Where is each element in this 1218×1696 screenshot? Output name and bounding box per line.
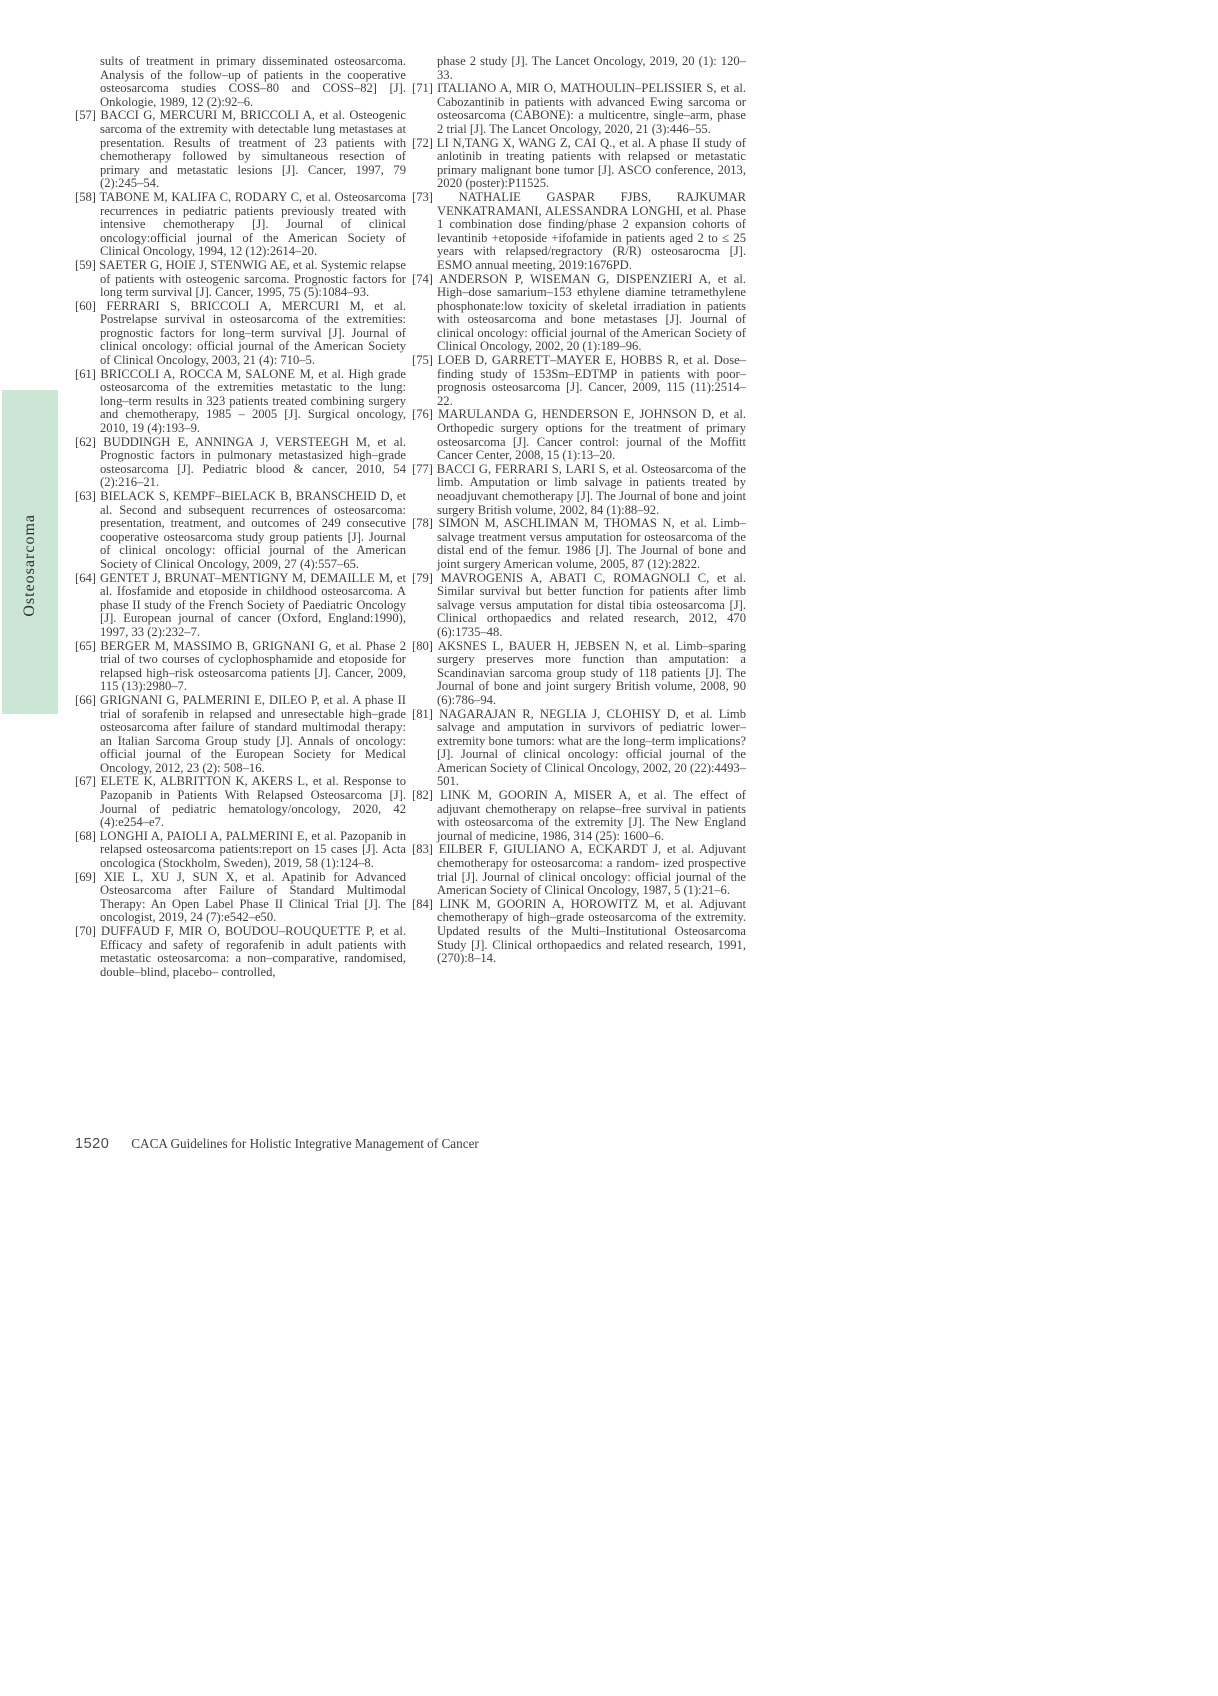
reference-item: [75, 259, 406, 300]
reference-item: [75, 871, 406, 925]
references-column-left: [75, 55, 406, 979]
reference-item: [75, 109, 406, 191]
reference-item: [412, 789, 746, 843]
reference-number: [64]: [75, 570, 96, 585]
reference-text: NAGARAJAN R, NEGLIA J, CLOHISY D, et al. Limb salvage and amputation in survivors of pediatric lower–extremity bone tumors: what are the long–term implications? [J]. Journal of clinical oncology: official journal of the American Society of Clinical Oncology, 2002, 20 (22):4493–501.: [432, 706, 746, 789]
reference-text: ANDERSON P, WISEMAN G, DISPENZIERI A, et al. High–dose samarium–153 ethylene diamine tetramethylene phosphonate:low toxicity of skeletal irradiation in patients with osteosarcoma and bone metastases [J]. Journal of clinical oncology: official journal of the American Society of Clinical Oncology, 2002, 20 (1):189–96.: [432, 271, 746, 354]
reference-continuation: phase 2 study [J]. The Lancet Oncology, 2019, 20 (1): 120–33.: [437, 54, 746, 82]
reference-number: [67]: [75, 774, 96, 789]
reference-item: [412, 82, 746, 136]
reference-number: [63]: [75, 489, 96, 503]
reference-text: AKSNES L, BAUER H, JEBSEN N, et al. Limb–sparing surgery preserves more function than amputation: a Scandinavian sarcoma group study of 118 patients [J]. The Journal of bone and joint surgery British volume, 2008, 90 (6):786–94.: [432, 638, 746, 707]
reference-number: [61]: [75, 366, 96, 381]
reference-number: [78]: [412, 516, 433, 531]
reference-text: SAETER G, HOIE J, STENWIG AE, et al. Systemic relapse of patients with osteogenic sarcoma. Prognostic factors for long term survival [J]. Cancer, 1995, 75 (5):1084–93.: [95, 257, 406, 300]
reference-text: ELETE K, ALBRITTON K, AKERS L, et al. Response to Pazopanib in Patients With Relapsed Osteosarcoma [J]. Journal of pediatric hematology/oncology, 2020, 42 (4):e254–e7.: [95, 774, 406, 830]
reference-item: [412, 572, 746, 640]
reference-number: [57]: [75, 108, 96, 123]
reference-item: [412, 898, 746, 966]
reference-item: [412, 408, 746, 462]
reference-item: [75, 925, 406, 979]
reference-number: [77]: [412, 461, 433, 476]
reference-number: [81]: [412, 706, 433, 721]
reference-text: XIE L, XU J, SUN X, et al. Apatinib for Advanced Osteosarcoma after Failure of Standard Multimodal Therapy: An Open Label Phase II Clinical Trial [J]. The oncologist, 2019, 24 (7):e542–e50.: [95, 869, 406, 925]
reference-number: [69]: [75, 869, 96, 884]
reference-number: [80]: [412, 638, 433, 653]
reference-text: TABONE M, KALIFA C, RODARY C, et al. Osteosarcoma recurrences in pediatric patients previously treated with intensive chemotherapy [J]. Journal of clinical oncology:official journal of the American Society of Clinical Oncology, 1994, 12 (12):2614–20.: [95, 189, 406, 259]
reference-item: [412, 843, 746, 897]
reference-text: BRICCOLI A, ROCCA M, SALONE M, et al. High grade osteosarcoma of the extremities metastatic to the lung: long–term results in 323 patients treated combining surgery and chemotherapy, 1985 – 2005 [J]. Surgical oncology, 2010, 19 (4):193–9.: [95, 366, 406, 436]
reference-item: [75, 572, 406, 640]
reference-number: [70]: [75, 924, 96, 938]
reference-text: LINK M, GOORIN A, MISER A, et al. The effect of adjuvant chemotherapy on relapse–free survival in patients with osteosarcoma of the extremity [J]. The New England journal of medicine, 1986, 314 (25): 1600–6.: [432, 788, 746, 843]
reference-text: GENTET J, BRUNAT–MENTIGNY M, DEMAILLE M, et al. Ifosfamide and etoposide in childhood osteosarcoma. A phase II study of the French Society of Paediatric Oncology [J]. European journal of cancer (Oxford, England:1990), 1997, 33 (2):232–7.: [95, 570, 406, 639]
page-number: 1520: [75, 1136, 110, 1152]
reference-text: BERGER M, MASSIMO B, GRIGNANI G, et al. Phase 2 trial of two courses of cyclophosphamide and etoposide for relapsed high–risk osteosarcoma patients [J]. Cancer, 2009, 115 (13):2980–7.: [95, 638, 406, 694]
reference-number: [76]: [412, 407, 433, 422]
reference-item: [75, 830, 406, 871]
reference-text: LI N,TANG X, WANG Z, CAI Q., et al. A phase II study of anlotinib in treating patients with relapsed or metastatic primary malignant bone tumor [J]. ASCO conference, 2013, 2020 (poster):P11525.: [432, 135, 746, 191]
reference-number: [72]: [412, 135, 433, 150]
reference-item: [75, 436, 406, 490]
reference-item: [75, 300, 406, 368]
reference-item: [412, 191, 746, 273]
reference-number: [84]: [412, 896, 433, 911]
reference-number: [83]: [412, 842, 433, 857]
reference-item: [412, 463, 746, 517]
reference-item: [75, 640, 406, 694]
reference-number: [71]: [412, 81, 433, 96]
reference-number: [74]: [412, 271, 433, 286]
footer-title: CACA Guidelines for Holistic Integrative Management of Cancer: [131, 1136, 479, 1151]
reference-text: BACCI G, FERRARI S, LARI S, et al. Osteosarcoma of the limb. Amputation or limb salvage in patients treated by neoadjuvant chemotherapy [J]. The Journal of bone and joint surgery British volume, 2002, 84 (1):88–92.: [432, 461, 746, 517]
reference-item: [412, 354, 746, 408]
reference-number: [75]: [412, 353, 433, 368]
reference-number: [79]: [412, 570, 433, 585]
reference-text: EILBER F, GIULIANO A, ECKARDT J, et al. Adjuvant chemotherapy for osteosarcoma: a random- ized prospective trial [J]. Journal of clinical oncology: official journal of the American Society of Clinical Oncology, 1987, 5 (1):21–6.: [432, 842, 746, 898]
reference-item: [412, 273, 746, 355]
reference-text: SIMON M, ASCHLIMAN M, THOMAS N, et al. Limb–salvage treatment versus amputation for osteosarcoma of the distal end of the femur. 1986 [J]. The Journal of bone and joint surgery American volume, 2005, 87 (12):2822.: [432, 516, 746, 571]
references-column-right: [412, 55, 746, 966]
reference-text: LONGHI A, PAIOLI A, PALMERINI E, et al. Pazopanib in relapsed osteosarcoma patients:report on 15 cases [J]. Acta oncologica (Stockholm, Sweden), 2019, 58 (1):124–8.: [95, 828, 406, 871]
reference-text: NATHALIE GASPAR FJBS, RAJKUMAR VENKATRAMANI, ALESSANDRA LONGHI, et al. Phase 1 combination dose finding/phase 2 expansion cohorts of levantinib +etoposide +ifofamide in patients aged 2 to ≤ 25 years with relapsed/regractory (R/R) osteosarocma [J]. ESMO annual meeting, 2019:1676PD.: [432, 189, 746, 272]
reference-text: BIELACK S, KEMPF–BIELACK B, BRANSCHEID D, et al. Second and subsequent recurrences of osteosarcoma: presentation, treatment, and outcomes of 249 consecutive cooperative osteosarcoma study group patients [J]. Journal of clinical oncology: official journal of the American Society of Clinical Oncology, 2009, 27 (4):557–65.: [95, 489, 406, 571]
reference-item: [75, 775, 406, 829]
reference-text: GRIGNANI G, PALMERINI E, DILEO P, et al. A phase II trial of sorafenib in relapsed and unresectable high–grade osteosarcoma after failure of standard multimodal therapy: an Italian Sarcoma Group study [J]. Annals of oncology: official journal of the European Society for Medical Oncology, 2012, 23 (2): 508–16.: [95, 692, 406, 775]
page-footer: [75, 1136, 775, 1152]
reference-number: [60]: [75, 298, 96, 313]
reference-number: [82]: [412, 788, 433, 803]
reference-item: [75, 191, 406, 259]
reference-item: [75, 490, 406, 572]
reference-number: [62]: [75, 434, 96, 449]
reference-item: [75, 694, 406, 776]
reference-item: [412, 708, 746, 790]
reference-text: LOEB D, GARRETT–MAYER E, HOBBS R, et al. Dose–finding study of 153Sm–EDTMP in patients with poor–prognosis osteosarcoma [J]. Cancer, 2009, 115 (11):2514–22.: [432, 353, 746, 408]
reference-text: DUFFAUD F, MIR O, BOUDOU–ROUQUETTE P, et al. Efficacy and safety of regorafenib in adult patients with metastatic osteosarcoma: a non–comparative, randomised, double–blind, placebo– controlled,: [95, 924, 406, 979]
reference-text: MAVROGENIS A, ABATI C, ROMAGNOLI C, et al. Similar survival but better function for patients after limb salvage versus amputation for distal tibia osteosarcoma [J]. Clinical orthopaedics and related research, 2012, 470 (6):1735–48.: [432, 570, 746, 639]
reference-text: FERRARI S, BRICCOLI A, MERCURI M, et al. Postrelapse survival in osteosarcoma of the extremities: prognostic factors for long–term survival [J]. Journal of clinical oncology: official journal of the American Society of Clinical Oncology, 2003, 21 (4): 710–5.: [95, 298, 406, 368]
reference-text: BUDDINGH E, ANNINGA J, VERSTEEGH M, et al. Prognostic factors in pulmonary metastasized high–grade osteosarcoma [J]. Pediatric blood & cancer, 2010, 54 (2):216–21.: [95, 434, 406, 490]
reference-text: ITALIANO A, MIR O, MATHOULIN–PELISSIER S, et al. Cabozantinib in patients with advanced Ewing sarcoma or osteosarcoma (CABONE): a multicentre, single–arm, phase 2 trial [J]. The Lancet Oncology, 2020, 21 (3):446–55.: [432, 81, 746, 136]
reference-number: [68]: [75, 828, 96, 843]
reference-number: [58]: [75, 189, 96, 204]
reference-text: LINK M, GOORIN A, HOROWITZ M, et al. Adjuvant chemotherapy of high–grade osteosarcoma of the extremity. Updated results of the Multi–Institutional Osteosarcoma Study [J]. Clinical orthopaedics and related research, 1991, (270):8–14.: [432, 896, 746, 966]
reference-item: [412, 137, 746, 191]
reference-number: [66]: [75, 692, 96, 707]
reference-item: [412, 517, 746, 571]
reference-number: [73]: [412, 189, 433, 204]
reference-text: MARULANDA G, HENDERSON E, JOHNSON D, et al. Orthopedic surgery options for the treatment of primary osteosarcoma [J]. Cancer control: journal of the Moffitt Cancer Center, 2008, 15 (1):13–20.: [432, 407, 746, 463]
reference-text: BACCI G, MERCURI M, BRICCOLI A, et al. Osteogenic sarcoma of the extremity with detectable lung metastases at presentation. Results of treatment of 23 patients with chemotherapy followed by simultaneous resection of primary and metastatic lesions [J]. Cancer, 1997, 79 (2):245–54.: [95, 108, 406, 191]
reference-item: [412, 640, 746, 708]
chapter-tab-label: Osteosarcoma: [21, 513, 38, 617]
reference-number: [65]: [75, 638, 96, 653]
chapter-tab: [2, 390, 58, 714]
reference-item: [75, 368, 406, 436]
reference-number: [59]: [75, 257, 96, 272]
reference-continuation: sults of treatment in primary disseminated osteosarcoma. Analysis of the follow–up of patients in the cooperative osteosarcoma studies COSS–80 and COSS–82] [J]. Onkologie, 1989, 12 (2):92–6.: [100, 54, 406, 109]
